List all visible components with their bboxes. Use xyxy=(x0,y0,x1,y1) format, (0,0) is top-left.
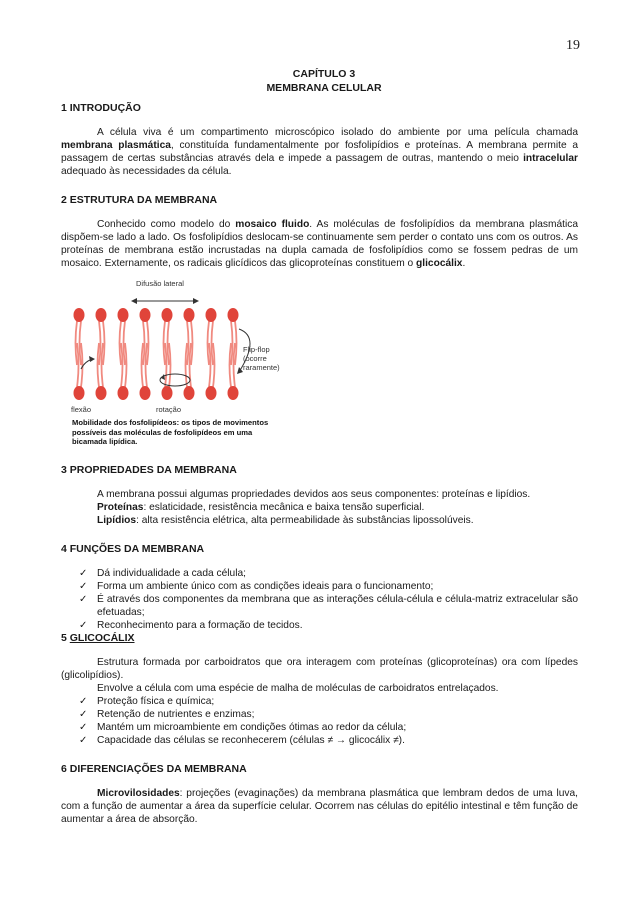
term-mosaico-fluido: mosaico fluido xyxy=(235,219,310,230)
checkmark-icon: ✓ xyxy=(79,735,88,746)
label-rotacao: rotação xyxy=(156,405,182,414)
list-item xyxy=(61,580,578,593)
list-item-text: É através dos componentes da membrana que as interações célula-célula e célula-matriz extracelular são efetuadas; xyxy=(97,594,578,618)
term-proteinas: Proteínas xyxy=(97,502,144,513)
term-lipidios: Lipídios xyxy=(97,515,137,526)
propriedades-proteinas xyxy=(97,501,578,514)
checkmark-icon: ✓ xyxy=(79,696,88,707)
section-heading-glicocalix xyxy=(61,632,578,645)
checkmark-icon: ✓ xyxy=(79,709,88,720)
text-run: : eslaticidade, resistência mecânica e baixa tensão superficial. xyxy=(143,502,425,513)
list-item xyxy=(61,734,578,747)
section-heading-propriedades: 3 PROPRIEDADES DA MEMBRANA xyxy=(61,464,237,476)
section-heading-funcoes: 4 FUNÇÕES DA MEMBRANA xyxy=(61,543,205,555)
list-item xyxy=(61,708,578,721)
section-title: GLICOCÁLIX xyxy=(69,632,135,644)
page-number: 19 xyxy=(566,38,580,53)
section-heading-estrutura: 2 ESTRUTURA DA MEMBRANA xyxy=(61,194,218,206)
term-membrana-plasmatica: membrana plasmática xyxy=(61,140,171,151)
text-run: : projeções (evaginações) da membrana plasmática que lembram dedos de uma luva, com a função de aumentar a área da superfície celular. Ocorrem nas células do epitélio intestinal e têm função de aumentar a área de absorção. xyxy=(61,788,578,825)
list-item xyxy=(61,721,578,734)
label-flexao: flexão xyxy=(71,405,92,414)
section-number: 5 xyxy=(61,632,70,644)
list-item-text: Mantém um microambiente em condições ótimas ao redor da célula; xyxy=(97,722,407,733)
propriedades-intro: A membrana possui algumas propriedades devidos aos seus componentes: proteínas e lipídios. xyxy=(97,489,531,500)
chapter-header xyxy=(0,67,638,95)
chapter-label: CAPÍTULO 3 xyxy=(292,68,356,80)
term-glicocalix: glicocálix xyxy=(416,258,463,269)
funcoes-list xyxy=(61,567,578,632)
section-heading-diferenciacoes: 6 DIFERENCIAÇÕES DA MEMBRANA xyxy=(61,763,247,775)
estrutura-paragraph xyxy=(61,218,578,270)
lateral-diffusion-arrow xyxy=(131,298,199,304)
text-run: : alta resistência elétrica, alta permeabilidade às substâncias lipossolúveis. xyxy=(136,515,474,526)
list-item xyxy=(61,567,578,580)
figure-caption: Mobilidade dos fosfolipídeos: os tipos de movimentos possíveis das moléculas de fosfolipídeos em uma bicamada lipídica. xyxy=(72,418,269,446)
phospholipid-mobility-figure xyxy=(61,277,291,453)
text-run: . As moléculas de fosfolipídios da membrana plasmática dispõem-se lado a lado. Os fosfolipídios deslocam-se continuamente sem perder o contato uns com os outros. As proteínas de membrana estão incrustadas na dupla camada de fosfolipídios como se fossem pedras de um mosaico. Externamente, os radicais glicídicos das glicoproteínas constituem o xyxy=(61,219,578,269)
list-item-text: Proteção física e química; xyxy=(97,696,215,707)
text-run: adequado às necessidades da célula. xyxy=(61,166,232,177)
label-flip-flop: Flip-flop (ocorre raramente) xyxy=(243,345,280,372)
text-run: , constituída fundamentalmente por fosfolipídios e proteínas. A membrana permite a passagem de certas substâncias através dela e impede a passagem de outras, mantendo o meio xyxy=(61,140,578,164)
glicocalix-list xyxy=(61,695,578,747)
checkmark-icon: ✓ xyxy=(79,581,88,592)
glicocalix-paragraph-2: Envolve a célula com uma espécie de malha de moléculas de carboidratos entrelaçados. xyxy=(97,683,499,694)
list-item xyxy=(61,593,578,619)
checkmark-icon: ✓ xyxy=(79,594,88,605)
diferenciacoes-paragraph xyxy=(61,787,578,826)
text-run: Conhecido como modelo do xyxy=(97,219,236,230)
bilayer-molecules xyxy=(74,308,239,400)
text-run: . xyxy=(462,258,466,269)
checkmark-icon: ✓ xyxy=(79,620,88,631)
list-item-text: Reconhecimento para a formação de tecidos. xyxy=(97,620,303,631)
term-intracelular: intracelular xyxy=(523,153,578,164)
checkmark-icon: ✓ xyxy=(79,568,88,579)
page-content xyxy=(61,102,578,826)
propriedades-lipidios xyxy=(97,514,578,527)
chapter-title: MEMBRANA CELULAR xyxy=(266,82,382,94)
glicocalix-paragraph: Estrutura formada por carboidratos que ora interagem com proteínas (glicoproteínas) ora com lípedes (glicolipídios). xyxy=(61,657,578,681)
intro-paragraph xyxy=(61,126,578,178)
checkmark-icon: ✓ xyxy=(79,722,88,733)
label-difusao-lateral: Difusão lateral xyxy=(136,279,184,288)
term-microvilosidades: Microvilosidades xyxy=(97,788,180,799)
list-item xyxy=(61,695,578,708)
section-heading-introducao: 1 INTRODUÇÃO xyxy=(61,102,141,114)
list-item-text: Dá individualidade a cada célula; xyxy=(97,568,246,579)
list-item-text: Retenção de nutrientes e enzimas; xyxy=(97,709,255,720)
list-item-text: Capacidade das células se reconhecerem (células ≠ → glicocálix ≠). xyxy=(97,735,405,746)
propriedades-block xyxy=(61,488,578,527)
text-run: A célula viva é um compartimento microscópico isolado do ambiente por uma película chamada xyxy=(97,127,578,138)
list-item xyxy=(61,619,578,632)
list-item-text: Forma um ambiente único com as condições ideais para o funcionamento; xyxy=(97,581,434,592)
